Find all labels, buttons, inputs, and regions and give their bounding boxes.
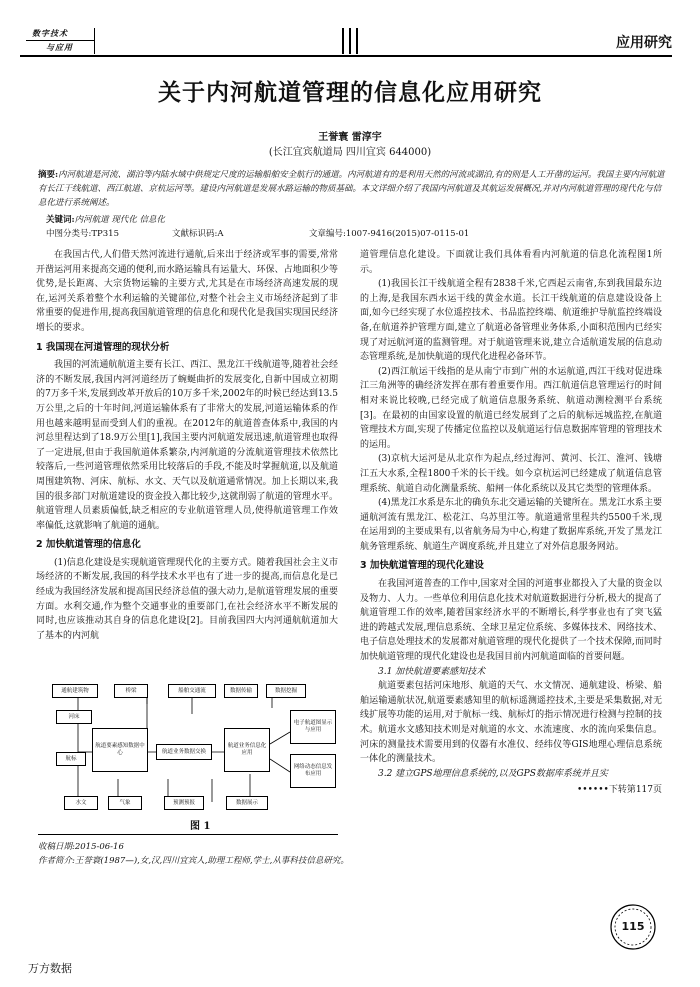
affiliation: (长江宜宾航道局 四川宜宾 644000) — [268, 147, 432, 158]
section-3-paragraph: 在我国河道普查的工作中,国家对全国的河道事业都投入了大量的资金以及物力、人力。一些单位利用信息化技术对航道数据进行分析,极大的提高了航道管理工作的效率,随着国家经济水平的不断增长,科学事业也有了突飞猛进的跨越式发展,理信息系统、全球卫星定位系统、多媒体技术、网络技术、电子信息处理技术的发展都对航道管理的现代化提供了一个技术保障,而同时加快航道管理的现代化建设也是我国目前内河航道面临的首要问题。 — [360, 579, 662, 663]
abstract — [38, 168, 666, 210]
paper-title: 关于内河航道管理的信息化应用研究 — [158, 80, 542, 106]
section-1-paragraph: 我国的河流通航航道主要有长江、西江、黑龙江干线航道等,随着社会经济的不断发展,我国内河河道经历了蜿蜒曲折的发展变化,自新中国成立初期的7万多千米,发展到改革开放后的10万多千米,2002年的时候已经达到13.5万公里,之后的十年时间,河道运输体系有了非常大的发展,河道运输体系的作用也越来越明显而受到人们的重视。在2012年的航道普查体系中,我国的内河总里程达到了18.9万公里[1],我国主要内河航道发展迅速,航道管理也取得了一定进展,但由于我国航道体系繁杂,内河航道的分流航道管理技术依然比较落后,一些河道管理依然采用比较落后的手段,不能及时掌握航道,以及航道周围建筑物、河床、航标、水文、天气以及航道通常情况。加上长期以来,我国的很多部门对航道建设的资金投入都比较少,这就削弱了航道的管理水平。航道管理人员素质偏低,缺乏相应的专业航道管理人员,使得航道管理工作效率偏低,这就影响了航道的通航。 — [36, 360, 338, 531]
section-2-heading: 2 加快航道管理的信息化 — [36, 539, 141, 551]
journal-logo — [20, 28, 95, 54]
journal-name-line1: 数字技术 — [32, 28, 68, 38]
section-3-1-paragraph: 航道要素包括河床地形、航道的天气、水文情况、通航建设、桥梁、船舶运输通航状况,航道要素感知里的航标遥测遥控技术,主要是采集数据,对无线扩展等功能的运用,对于航标一线、航标灯的指示情况进行检测与控制的技术。航道水文感知技术则是对航道的水文、水流速度、水的流向采集信息。河床的测量技术需要用到的仪器有水准仪、经纬仪等GIS地理心理信息系统一体化的测量技术。 — [360, 681, 662, 765]
intro-paragraph: 在我国古代,人们借天然河流进行通航,后来出于经济或军事的需要,常常开凿运河用来提高交通的便利,而水路运输具有运量大、环保、占地面积少等优势,是长距离、大宗货物运输的主要方式,尤其是在市场经济高速发展的现在,运河关系着整个水利运输的关键部位,对整个社会主义市场经济起到了非常重要的促进作用,提高我国航道管理的信息化和现代化是我国实现国民经济增长的要求。 — [36, 250, 338, 333]
grand-canal-paragraph: (3)京杭大运河是从北京作为起点,经过海河、黄河、长江、淮河、钱塘江五大水系,全程1800千米的长干线。如今京杭运河已经建成了航道信息管理系统、航道自动化测量系统、船闸一体化系统以及其它类型的管理体系。 — [360, 454, 662, 494]
header-bars — [340, 28, 360, 54]
node-data-center: 航道要素感知数据中心 — [92, 728, 148, 772]
node-data-transmission: 数据传输 — [224, 684, 258, 698]
abstract-text: 内河航道是河流、湖泊等内陆水域中供规定尺度的运输船舶安全航行的通道。内河航道有的是利用天然的河流或湖泊,有的则是人工开凿的运河。我国主要内河航道有长江干线航道、西江航道、京杭运河等。建设内河航道是发展水路运输的物质基础。本文详细介绍了我国内河航道及其航运发展概况,并对内河航道管理的现代化与信息化进行系统阐述。 — [38, 170, 665, 208]
node-bridges: 桥梁 — [114, 684, 148, 698]
heilongjiang-paragraph: (4)黑龙江水系是东北的确负东北交通运输的关键所在。黑龙江水系主要通航河流有黑龙江、松花江、乌苏里江等。航道通常里程共约5500千米,现在运用到的主要成果有,以省航务局为中心,构建了数据库系统,开发了黑龙江航务管理系统、航道生产调度系统,并且建立了对外信息服务网站。 — [360, 498, 662, 552]
article-number: 文章编号:1007-9416(2015)07-0115-01 — [309, 229, 470, 239]
node-business-applications: 航道业务信息化应用 — [224, 728, 270, 772]
figure-caption: 图 1 — [190, 821, 211, 832]
header-rule — [20, 55, 672, 57]
right-top-paragraph: 道管理信息化建设。下面就让我们具体看看内河航道的信息化流程图1所示。 — [360, 250, 662, 275]
xijiang-paragraph: (2)西江航运干线指的是从南宁市到广州的水运航道,西江干线对促进珠江三角洲等的确经济发挥在那有着重要作用。西江航道信息管理运行的时间相对来说比较晚,已经完成了航道信息服务系统、航道动测检测平台系统[3]。在最初的由国家设置的航道已经发展到了之后的航标远城监控,在航道管理技术方面,实现了传播定位监控以及航道运行信息数据库管理的管理技术的运用。 — [360, 366, 662, 450]
keywords — [46, 213, 165, 225]
footnote-rule — [38, 834, 338, 835]
node-electronic-chart: 电子航道图显示与应用 — [290, 710, 336, 744]
node-navigation-marks: 航标 — [56, 752, 86, 766]
watermark: 万方数据 — [28, 962, 72, 975]
node-forecast: 预测预报 — [164, 796, 204, 810]
node-data-display: 数据展示 — [226, 796, 268, 810]
yangtze-paragraph: (1)我国长江干线航道全程有2838千米,它西起云南省,东到我国最东边的上海,是我国东西水运干线的黄金水道。长江干线航道的信息建设设备上面,如今已经实现了水位遥控技术、书品监控终端、航道维护导航监控终端设备,在航道养护管理方面,建立了航道必备管理业务体系,小面积范围内已经实现了对远航河道的监测管理。对于航道管理来说,建立合适航道发展的信息动态管理系统,是加快航道的现代化进程必备环节。 — [360, 279, 662, 363]
page-number: 115 — [621, 920, 645, 933]
node-info-release: 网络动态信息发布应用 — [290, 754, 336, 788]
received-date: 收稿日期:2015-06-16 — [38, 842, 124, 852]
continued-note: ••••••下转第117页 — [576, 785, 662, 796]
node-weather: 气象 — [108, 796, 142, 810]
node-hydrology: 水文 — [64, 796, 98, 810]
section-tag: 应用研究 — [616, 35, 672, 51]
abstract-label: 摘要: — [38, 170, 59, 180]
journal-name-line2: 与应用 — [46, 42, 73, 52]
node-river-bed: 河床 — [56, 710, 92, 724]
section-2-paragraph: (1)信息化建设是实现航道管理现代化的主要方式。随着我国社会主义市场经济的不断发展,我国的科学技术水平也有了进一步的提高,而信息化是已经成为我国经济发展和提高国民经济总值的强大动力,是航道管理发展的重要方面。水利交通,作为整个交通事业的重要部门,在社会经济水平不断发展的同时,也应该推动其自身的信息化建设[2]。目前我国四大内河通航航道加大了基本的内河航 — [36, 557, 338, 641]
node-ship-traffic: 船舶交通流 — [168, 684, 216, 698]
authors: 王誉寰 雷淳宇 — [318, 132, 382, 143]
keywords-text: 内河航道 现代化 信息化 — [74, 215, 166, 225]
node-data-exchange: 航道业务数据交换 — [156, 744, 212, 760]
section-1-heading: 1 我国现在河道管理的现状分析 — [36, 341, 170, 353]
figure-1-diagram — [52, 684, 338, 814]
node-navigation-structures: 通航建筑物 — [52, 684, 98, 698]
author-bio: 作者简介:王誉寰(1987—),女,汉,四川宜宾人,助理工程师,学士,从事科技信息研究。 — [38, 856, 349, 866]
left-column — [36, 248, 338, 643]
section-3-heading: 3 加快航道管理的现代化建设 — [360, 560, 484, 572]
node-data-mining: 数据挖掘 — [266, 684, 306, 698]
document-code: 文献标识码:A — [172, 229, 224, 239]
section-3-2-heading: 3.2 建立GPS地理信息系统的,以及GPS数据库系统并且实 — [378, 768, 608, 779]
clc-number: 中图分类号:TP315 — [46, 229, 119, 239]
section-3-1-heading: 3.1 加快航道要素感知技术 — [378, 666, 486, 677]
right-column — [360, 248, 662, 798]
logo-divider — [26, 40, 94, 41]
keywords-label: 关键词: — [46, 215, 75, 225]
